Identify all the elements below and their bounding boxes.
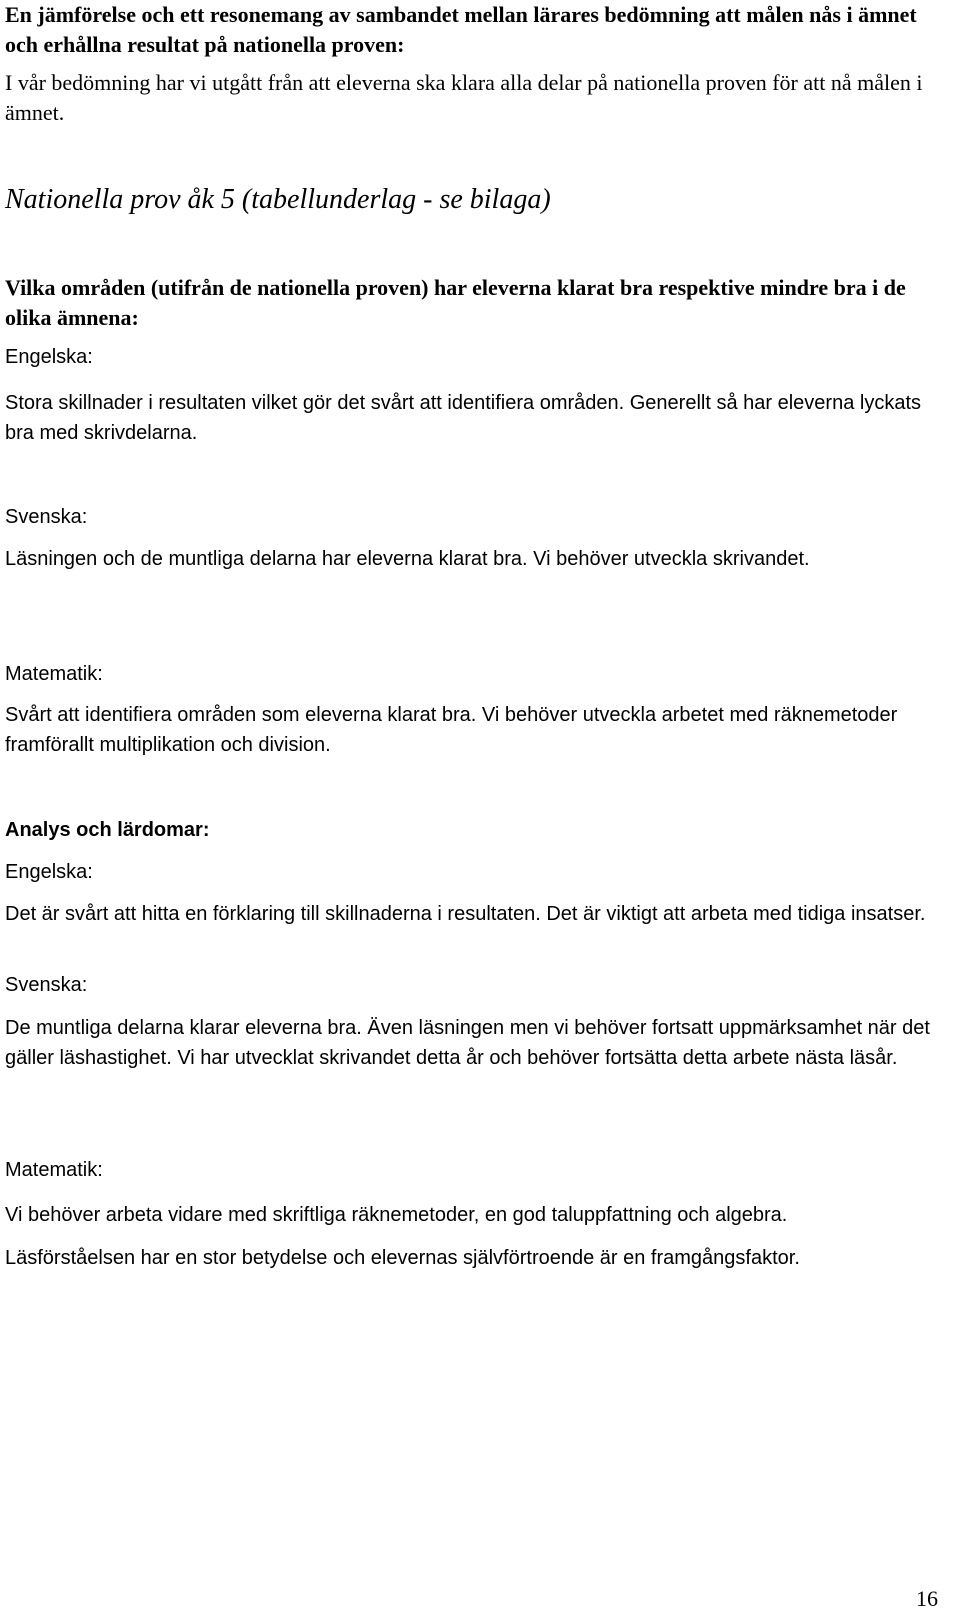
areas-swedish-text: Läsningen och de muntliga delarna har eleverna klarat bra. Vi behöver utveckla skrivandet. [5, 548, 810, 570]
intro-text: I vår bedömning har vi utgått från att eleverna ska klara alla delar på nationella proven för att nå målen i ämnet. [5, 70, 923, 125]
areas-heading: Vilka områden (utifrån de nationella proven) har eleverna klarat bra respektive mindre bra i de olika ämnena: [5, 275, 906, 330]
section-title: Nationella prov åk 5 (tabellunderlag - se bilaga) [5, 184, 551, 215]
analysis-heading: Analys och lärdomar: [5, 819, 210, 841]
areas-english-text: Stora skillnader i resultaten vilket gör det svårt att identifiera områden. Generellt så har eleverna lyckats bra med skrivdelarna. [5, 392, 921, 444]
analysis-math-text: Vi behöver arbeta vidare med skriftliga räknemetoder, en god taluppfattning och algebra. [5, 1204, 788, 1226]
analysis-english-label: Engelska: [5, 861, 93, 883]
analysis-swedish-text: De muntliga delarna klarar eleverna bra. Även läsningen men vi behöver fortsatt uppmärksamhet när det gäller läshastighet. Vi har utvecklat skrivandet detta år och behöver fortsätta detta arbete nästa läsår. [5, 1017, 930, 1069]
areas-math-label: Matematik: [5, 663, 103, 685]
analysis-english-text: Det är svårt att hitta en förklaring till skillnaderna i resultaten. Det är viktigt att arbeta med tidiga insatser. [5, 903, 926, 925]
analysis-math-label: Matematik: [5, 1159, 103, 1181]
areas-swedish-label: Svenska: [5, 506, 88, 528]
analysis-math-text-2: Läsförståelsen har en stor betydelse och elevernas självförtroende är en framgångsfaktor. [5, 1247, 800, 1269]
areas-english-label: Engelska: [5, 346, 93, 368]
intro-heading: En jämförelse och ett resonemang av sambandet mellan lärares bedömning att målen nås i ämnet och erhållna resultat på nationella proven: [5, 2, 917, 57]
analysis-swedish-label: Svenska: [5, 974, 88, 996]
areas-math-text: Svårt att identifiera områden som eleverna klarat bra. Vi behöver utveckla arbetet med räknemetoder framförallt multiplikation och division. [5, 704, 898, 756]
page-number: 16 [916, 1586, 938, 1611]
